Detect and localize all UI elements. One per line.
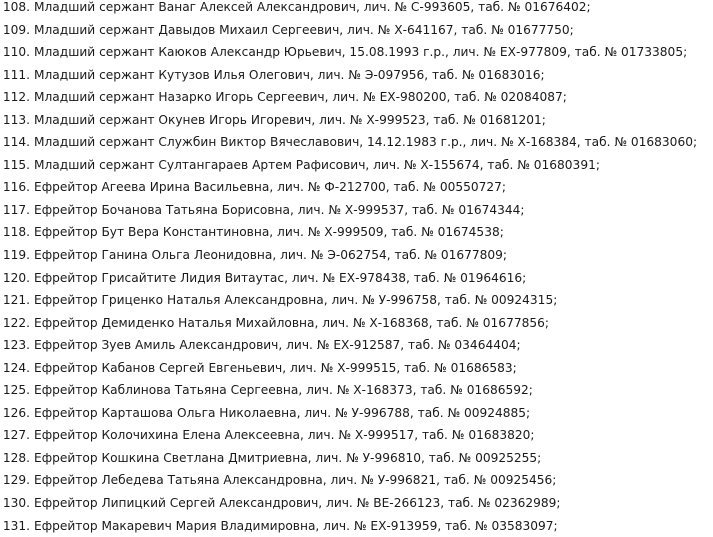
list-item bbox=[0, 221, 713, 244]
item-text: Ефрейтор Кошкина Светлана Дмитриевна, лич. № У-996810, таб. № 00925255; bbox=[34, 450, 542, 465]
list-item bbox=[0, 492, 713, 515]
item-number: 130. bbox=[2, 496, 30, 511]
item-number: 110. bbox=[2, 45, 30, 60]
item-number: 131. bbox=[2, 518, 30, 533]
item-text: Младший сержант Давыдов Михаил Сергеевич, лич. № Х-641167, таб. № 01677750; bbox=[34, 22, 574, 37]
item-number: 124. bbox=[2, 360, 30, 375]
item-text: Младший сержант Каюков Александр Юрьевич, 15.08.1993 г.р., лич. № ЕХ-977809, таб. № 01733805; bbox=[34, 45, 688, 60]
item-text: Ефрейтор Карташова Ольга Николаевна, лич. № У-996788, таб. № 00924885; bbox=[34, 405, 531, 420]
item-number: 108. bbox=[2, 0, 30, 14]
list-item bbox=[0, 312, 713, 335]
list-item bbox=[0, 199, 713, 222]
item-text: Ефрейтор Ганина Ольга Леонидовна, лич. № Э-062754, таб. № 01677809; bbox=[34, 248, 508, 263]
item-text: Ефрейтор Бочанова Татьяна Борисовна, лич. № Х-999537, таб. № 01674344; bbox=[34, 202, 525, 217]
list-item bbox=[0, 515, 713, 537]
item-text: Младший сержант Кутузов Илья Олегович, лич. № Э-097956, таб. № 01683016; bbox=[34, 67, 545, 82]
item-text: Ефрейтор Зуев Амиль Александрович, лич. № ЕХ-912587, таб. № 03464404; bbox=[34, 338, 521, 353]
list-item bbox=[0, 379, 713, 402]
item-number: 115. bbox=[2, 157, 30, 172]
item-number: 118. bbox=[2, 225, 30, 240]
list-item bbox=[0, 334, 713, 357]
item-text: Ефрейтор Агеева Ирина Васильевна, лич. № Ф-212700, таб. № 00550727; bbox=[34, 180, 506, 195]
list-item bbox=[0, 41, 713, 64]
item-number: 119. bbox=[2, 248, 30, 263]
item-number: 121. bbox=[2, 293, 30, 308]
list-item bbox=[0, 86, 713, 109]
list-item bbox=[0, 357, 713, 380]
item-number: 113. bbox=[2, 112, 30, 127]
list-item bbox=[0, 469, 713, 492]
item-text: Младший сержант Службин Виктор Вячеславович, 14.12.1983 г.р., лич. № Х-168384, таб. № 01683060; bbox=[34, 135, 698, 150]
item-text: Младший сержант Ванаг Алексей Александрович, лич. № С-993605, таб. № 01676402; bbox=[34, 0, 591, 14]
list-item bbox=[0, 402, 713, 425]
list-item bbox=[0, 289, 713, 312]
item-text: Ефрейтор Бут Вера Константиновна, лич. № Х-999509, таб. № 01674538; bbox=[34, 225, 504, 240]
item-text: Младший сержант Окунев Игорь Игоревич, лич. № Х-999523, таб. № 01681201; bbox=[34, 112, 546, 127]
list-item bbox=[0, 131, 713, 154]
item-number: 126. bbox=[2, 405, 30, 420]
item-text: Ефрейтор Грисайтите Лидия Витаутас, лич. № ЕХ-978438, таб. № 01964616; bbox=[34, 270, 527, 285]
item-number: 116. bbox=[2, 180, 30, 195]
item-number: 122. bbox=[2, 315, 30, 330]
item-text: Ефрейтор Колочихина Елена Алексеевна, лич. № Х-999517, таб. № 01683820; bbox=[34, 428, 535, 443]
item-number: 109. bbox=[2, 22, 30, 37]
list-item bbox=[0, 447, 713, 470]
item-text: Младший сержант Назарко Игорь Сергеевич, лич. № ЕХ-980200, таб. № 02084087; bbox=[34, 90, 567, 105]
item-text: Ефрейтор Гриценко Наталья Александровна, лич. № У-996758, таб. № 00924315; bbox=[34, 293, 558, 308]
list-item bbox=[0, 109, 713, 132]
item-text: Младший сержант Султангараев Артем Рафисович, лич. № Х-155674, таб. № 01680391; bbox=[34, 157, 600, 172]
list-item bbox=[0, 154, 713, 177]
item-text: Ефрейтор Каблинова Татьяна Сергеевна, лич. № Х-168373, таб. № 01686592; bbox=[34, 383, 533, 398]
item-text: Ефрейтор Лебедева Татьяна Александровна, лич. № У-996821, таб. № 00925456; bbox=[34, 473, 557, 488]
list-item bbox=[0, 19, 713, 42]
item-text: Ефрейтор Липицкий Сергей Александрович, лич. № ВЕ-266123, таб. № 02362989; bbox=[34, 496, 561, 511]
item-number: 125. bbox=[2, 383, 30, 398]
list-item bbox=[0, 424, 713, 447]
list-item bbox=[0, 267, 713, 290]
list-item bbox=[0, 244, 713, 267]
item-number: 114. bbox=[2, 135, 30, 150]
item-number: 111. bbox=[2, 67, 30, 82]
item-text: Ефрейтор Макаревич Мария Владимировна, лич. № ЕХ-913959, таб. № 03583097; bbox=[34, 518, 558, 533]
list-item bbox=[0, 0, 713, 19]
item-number: 112. bbox=[2, 90, 30, 105]
list-item bbox=[0, 176, 713, 199]
item-text: Ефрейтор Кабанов Сергей Евгеньевич, лич. № Х-999515, таб. № 01686583; bbox=[34, 360, 517, 375]
item-number: 129. bbox=[2, 473, 30, 488]
item-number: 127. bbox=[2, 428, 30, 443]
item-number: 120. bbox=[2, 270, 30, 285]
item-number: 123. bbox=[2, 338, 30, 353]
item-number: 128. bbox=[2, 450, 30, 465]
item-text: Ефрейтор Демиденко Наталья Михайловна, лич. № Х-168368, таб. № 01677856; bbox=[34, 315, 549, 330]
list-item bbox=[0, 64, 713, 87]
item-number: 117. bbox=[2, 202, 30, 217]
